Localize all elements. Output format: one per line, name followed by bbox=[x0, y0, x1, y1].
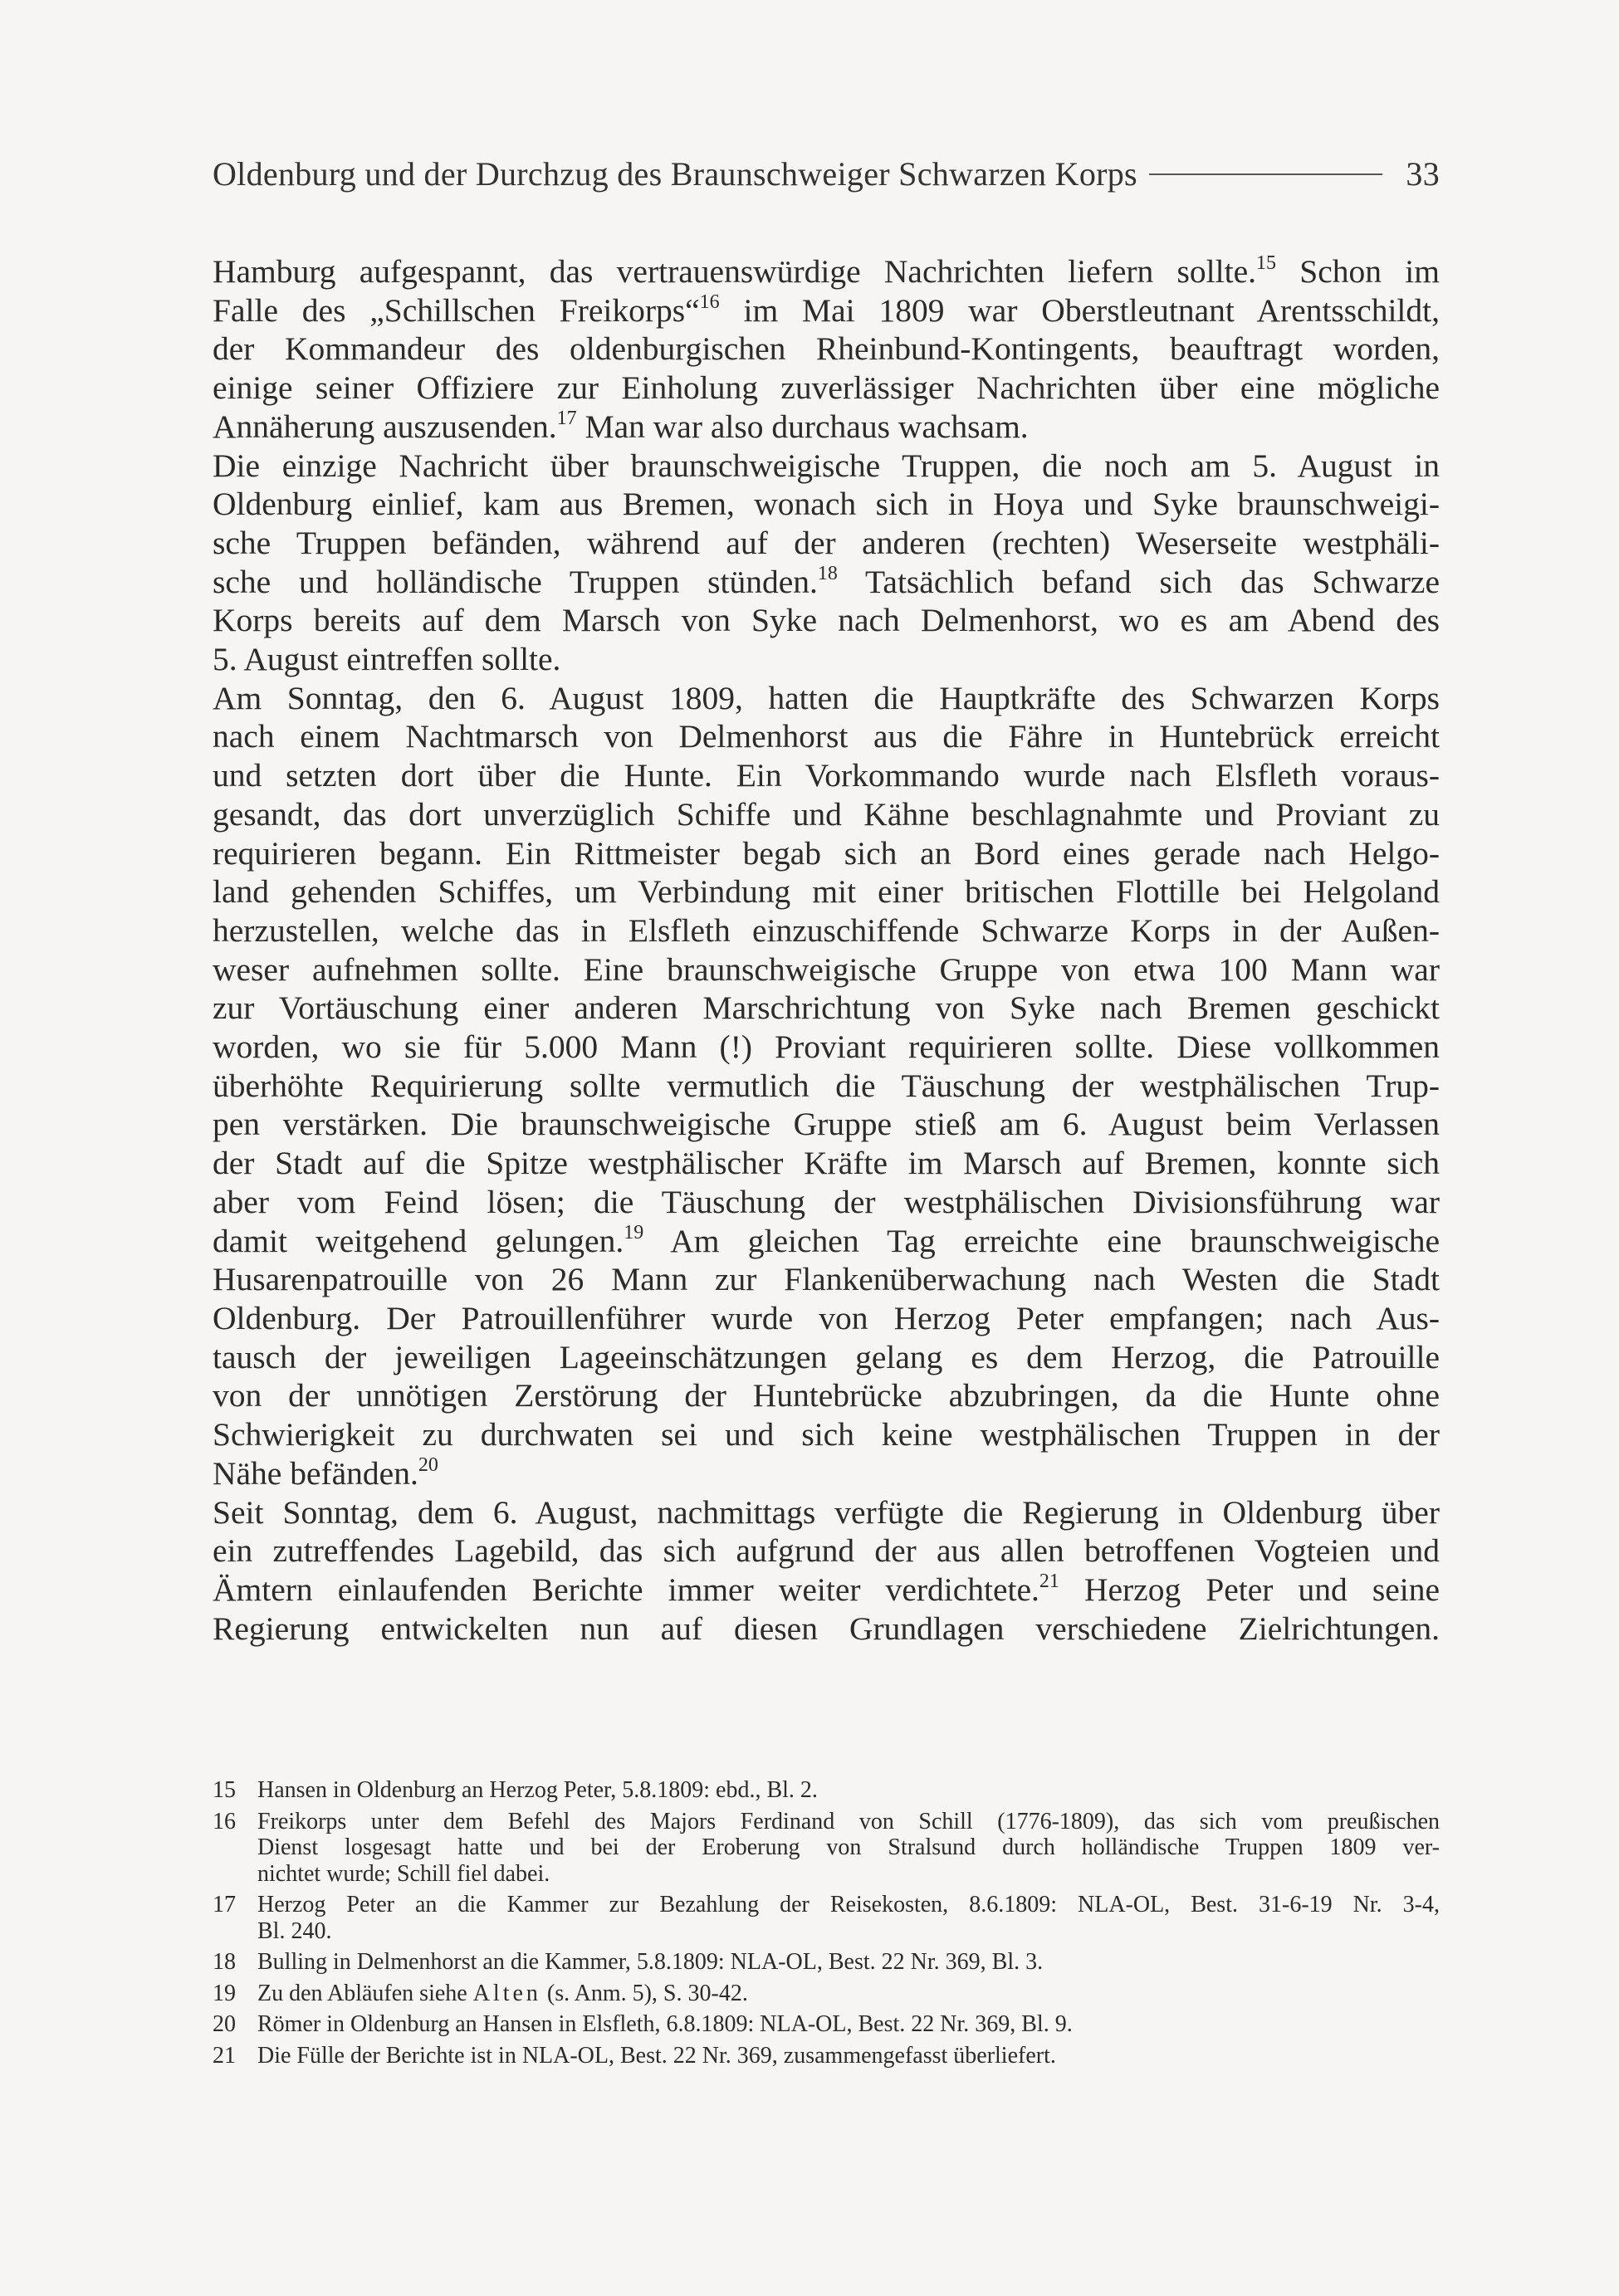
text-line: der Stadt auf die Spitze westphälischer Kräfte im Marsch auf Bremen, konnte sich bbox=[213, 1145, 1440, 1182]
text-line: Seit Sonntag, dem 6. August, nachmittags verfügte die Regierung in Oldenburg über bbox=[213, 1493, 1440, 1531]
footnote-number: 21 bbox=[213, 2042, 236, 2069]
text-line: Nähe befänden.$^{20}$ bbox=[213, 1453, 438, 1492]
text-line: land gehenden Schiffes, um Verbindung mit einer britischen Flottille bei Helgoland bbox=[213, 873, 1440, 911]
text-line: Oldenburg. Der Patrouillenführer wurde von Herzog Peter empfangen; nach Aus- bbox=[213, 1299, 1440, 1336]
text-line: Schwierigkeit zu durchwaten sei und sich keine westphälischen Truppen in der bbox=[213, 1416, 1440, 1453]
paragraph-3 bbox=[213, 679, 1440, 1493]
footnote-ref-20: 20 bbox=[418, 1453, 438, 1476]
footnotes bbox=[213, 1777, 1440, 2074]
page-number: 33 bbox=[1406, 155, 1440, 193]
footnote-ref-21: 21 bbox=[1039, 1570, 1059, 1592]
text-line: Regierung entwickelten nun auf diesen Grundlagen verschiedene Zielrichtungen. bbox=[213, 1610, 1440, 1647]
text-line: tausch der jeweiligen Lageeinschätzungen gelang es dem Herzog, die Patrouille bbox=[213, 1338, 1440, 1375]
running-title: Oldenburg und der Durchzug des Braunschweiger Schwarzen Korps bbox=[213, 155, 1137, 193]
running-header bbox=[213, 154, 1440, 193]
text-line: aber vom Feind lösen; die Täuschung der westphälischen Divisionsführung war bbox=[213, 1183, 1440, 1220]
text-line: und setzten dort über die Hunte. Ein Vorkommando wurde nach Elsfleth voraus- bbox=[213, 757, 1440, 794]
footnote-text: Die Fülle der Berichte ist in NLA-OL, Best. 22 Nr. 369, zusammengefasst überliefert. bbox=[257, 2042, 1056, 2069]
footnote-number: 18 bbox=[213, 1949, 236, 1975]
footnote-text: Römer in Oldenburg an Hansen in Elsfleth, 6.8.1809: NLA-OL, Best. 22 Nr. 369, Bl. 9. bbox=[257, 2011, 1073, 2037]
footnote-text: Zu den Abläufen siehe Alten (s. Anm. 5), S. 30-42. bbox=[257, 1980, 748, 2006]
text-line: herzustellen, welche das in Elsfleth einzuschiffende Schwarze Korps in der Außen- bbox=[213, 911, 1440, 949]
text-line: ein zutreffendes Lagebild, das sich aufgrund der aus allen betroffenen Vogteien und bbox=[213, 1532, 1440, 1570]
text-line: Hamburg aufgespannt, das vertrauenswürdige Nachrichten liefern sollte.$^{15}$ Schon im bbox=[213, 252, 1440, 290]
footnote-number: 15 bbox=[213, 1777, 236, 1803]
main-text bbox=[213, 252, 1440, 1648]
text-line: Oldenburg einlief, kam aus Bremen, wonach sich in Hoya und Syke braunschweigi- bbox=[213, 486, 1440, 523]
footnote-20 bbox=[213, 2011, 1440, 2038]
footnote-19 bbox=[213, 1981, 1440, 2007]
text-line: pen verstärken. Die braunschweigische Gruppe stieß am 6. August beim Verlassen bbox=[213, 1106, 1440, 1143]
paragraph-1 bbox=[213, 252, 1440, 447]
footnote-number: 20 bbox=[213, 2011, 236, 2037]
footnote-ref-19: 19 bbox=[624, 1221, 644, 1243]
text-line: Die einzige Nachricht über braunschweigische Truppen, die noch am 5. August in bbox=[213, 447, 1440, 484]
footnote-ref-18: 18 bbox=[817, 562, 838, 584]
footnote-number: 16 bbox=[213, 1808, 236, 1834]
text-line: Ämtern einlaufenden Berichte immer weiter verdichtete.$^{21}$ Herzog Peter und seine bbox=[213, 1570, 1440, 1608]
text-line: sche und holländische Truppen stünden.$^{18}$ Tatsächlich befand sich das Schwarze bbox=[213, 562, 1440, 600]
paragraph-4 bbox=[213, 1493, 1440, 1649]
text-line: einige seiner Offiziere zur Einholung zuverlässiger Nachrichten über eine mögliche bbox=[213, 369, 1440, 407]
footnote-text: Hansen in Oldenburg an Herzog Peter, 5.8.1809: ebd., Bl. 2. bbox=[257, 1777, 818, 1803]
text-line: nach einem Nachtmarsch von Delmenhorst aus die Fähre in Huntebrück erreicht bbox=[213, 718, 1440, 755]
text-line: überhöhte Requirierung sollte vermutlich die Täuschung der westphälischen Trup- bbox=[213, 1067, 1440, 1104]
footnote-ref-16: 16 bbox=[699, 291, 720, 313]
paragraph-2 bbox=[213, 447, 1440, 679]
text-line: damit weitgehend gelungen.$^{19}$ Am gleichen Tag erreichte eine braunschweigische bbox=[213, 1221, 1440, 1259]
text-line: sche Truppen befänden, während auf der anderen (rechten) Weserseite westphäli- bbox=[213, 524, 1440, 561]
footnote-18 bbox=[213, 1949, 1440, 1976]
footnote-15 bbox=[213, 1777, 1440, 1804]
footnote-17 bbox=[213, 1892, 1440, 1944]
footnote-text: Freikorps unter dem Befehl des Majors Ferdinand von Schill (1776-1809), das sich vom preußischen Dienst losgesagt hatte und bei der Eroberung von Stralsund durch holländische Truppen 1809 ver- nichtet wurde; Schill fiel dabei. bbox=[257, 1808, 1440, 1887]
text-line: Korps bereits auf dem Marsch von Syke nach Delmenhorst, wo es am Abend des bbox=[213, 602, 1440, 639]
footnote-number: 17 bbox=[213, 1892, 236, 1917]
text-line: weser aufnehmen sollte. Eine braunschweigische Gruppe von etwa 100 Mann war bbox=[213, 950, 1440, 988]
footnote-ref-17: 17 bbox=[556, 407, 577, 429]
header-rule bbox=[1149, 173, 1382, 175]
footnote-text: Herzog Peter an die Kammer zur Bezahlung der Reisekosten, 8.6.1809: NLA-OL, Best. 31-6-19 Nr. 3-4, Bl. 240. bbox=[257, 1892, 1440, 1944]
text-line: 5. August eintreffen sollte. bbox=[213, 641, 561, 678]
footnote-text: Bulling in Delmenhorst an die Kammer, 5.8.1809: NLA-OL, Best. 22 Nr. 369, Bl. 3. bbox=[257, 1949, 1044, 1975]
text-line: Husarenpatrouille von 26 Mann zur Flankenüberwachung nach Westen die Stadt bbox=[213, 1261, 1440, 1298]
text-line: der Kommandeur des oldenburgischen Rheinbund-Kontingents, beauftragt worden, bbox=[213, 330, 1440, 368]
footnote-ref-15: 15 bbox=[1256, 252, 1276, 274]
footnote-21 bbox=[213, 2043, 1440, 2069]
footnote-number: 19 bbox=[213, 1980, 236, 2006]
author-name: Alten bbox=[472, 1980, 541, 2006]
text-line: zur Vortäuschung einer anderen Marschrichtung von Syke nach Bremen geschickt bbox=[213, 989, 1440, 1027]
text-line: worden, wo sie für 5.000 Mann (!) Proviant requirieren sollte. Diese vollkommen bbox=[213, 1028, 1440, 1066]
text-line: requirieren begann. Ein Rittmeister begab sich an Bord eines gerade nach Helgo- bbox=[213, 834, 1440, 872]
text-line: Annäherung auszusenden.$^{17}$ Man war also durchaus wachsam. bbox=[213, 407, 1029, 445]
text-line: gesandt, das dort unverzüglich Schiffe und Kähne beschlagnahmte und Proviant zu bbox=[213, 795, 1440, 833]
text-line: Am Sonntag, den 6. August 1809, hatten die Hauptkräfte des Schwarzen Korps bbox=[213, 679, 1440, 716]
text-line: von der unnötigen Zerstörung der Huntebrücke abzubringen, da die Hunte ohne bbox=[213, 1377, 1440, 1414]
text-line: Falle des „Schillschen Freikorps“$^{16}$ im Mai 1809 war Oberstleutnant Arentsschildt, bbox=[213, 291, 1440, 329]
footnote-16 bbox=[213, 1809, 1440, 1888]
